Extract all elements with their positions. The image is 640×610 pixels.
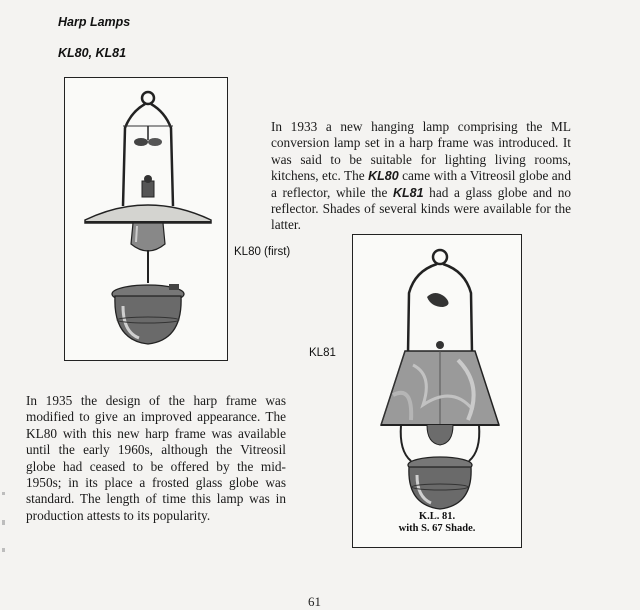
model-kl80-ref: KL80 bbox=[368, 169, 399, 184]
intro-text-1: In 1933 a new hanging lamp comprising the ML conversion lamp set in a harp frame was introduced. It was said to be suitable for lighting living rooms, kitchens, etc. The bbox=[271, 119, 571, 184]
kl81-caption-line-2: with S. 67 Shade. bbox=[398, 523, 476, 534]
kl80-figure-label: KL80 (first) bbox=[234, 246, 291, 258]
scan-margin-mark bbox=[2, 548, 5, 552]
model-kl81-ref: KL81 bbox=[392, 185, 424, 200]
kl81-lamp-illustration bbox=[353, 235, 521, 547]
history-paragraph: In 1935 the design of the harp frame was modified to give an improved appearance. The KL80 with this new harp frame was available until the early 1960s, although the Vitreosil globe had ceased to be offered by the mid-1950s; in its place a frosted glass globe was standard. The length of time this lamp was in production attests to its popularity. bbox=[26, 393, 286, 523]
kl81-caption-line-1: K.L. 81. bbox=[418, 511, 456, 522]
kl80-lamp-illustration bbox=[65, 78, 227, 360]
kl81-figure bbox=[352, 234, 522, 548]
intro-text-3: had a glass globe and no reflector. Shades of several kinds were available for the latter. bbox=[271, 184, 571, 233]
kl80-hanging-ring bbox=[142, 92, 154, 104]
section-title: Harp Lamps bbox=[58, 15, 131, 29]
scan-margin-mark bbox=[2, 520, 5, 525]
kl80-figure bbox=[64, 77, 228, 361]
scan-margin-mark bbox=[2, 492, 5, 495]
kl81-figure-label: KL81 bbox=[309, 347, 336, 359]
intro-paragraph bbox=[271, 119, 571, 234]
models-title: KL80, KL81 bbox=[58, 46, 127, 60]
page-number: 61 bbox=[308, 594, 321, 609]
intro-text-2: came with a Vitreosil globe and a reflector, while the bbox=[271, 168, 571, 200]
kl81-hanging-ring bbox=[433, 250, 447, 264]
